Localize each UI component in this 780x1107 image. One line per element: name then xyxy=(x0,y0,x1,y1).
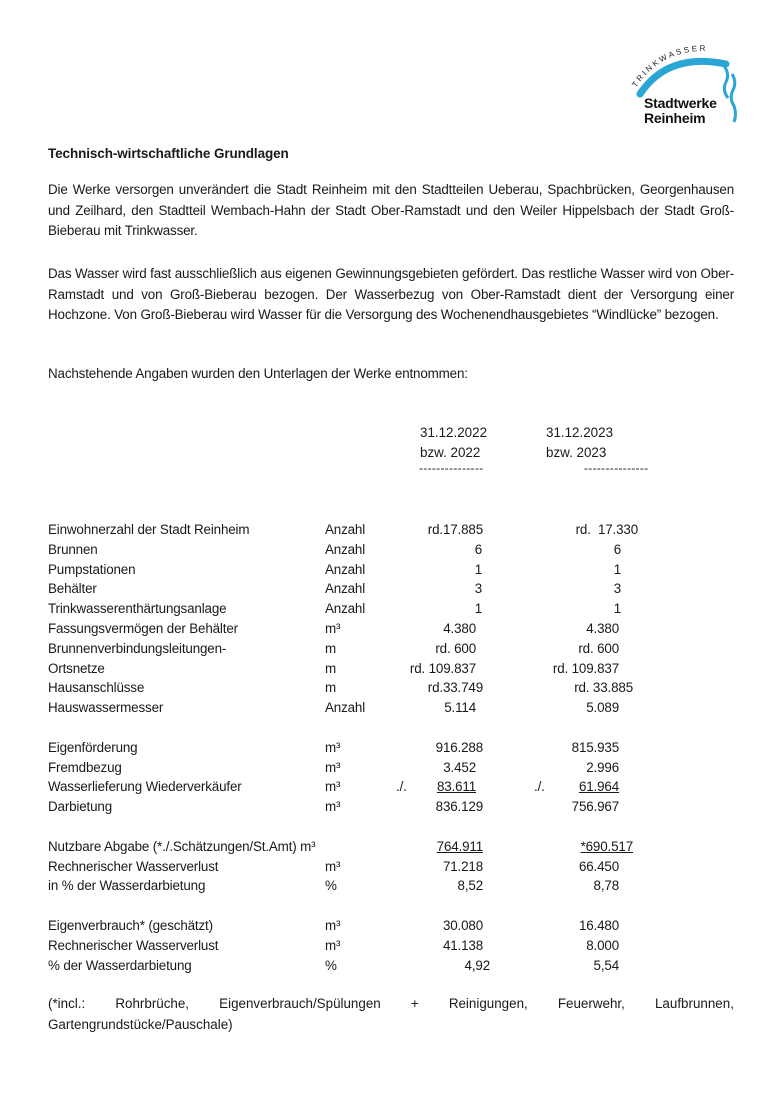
row-unit: m³ xyxy=(325,937,341,953)
row-unit: Anzahl xyxy=(325,561,366,577)
row-label: % der Wasserdarbietung xyxy=(48,957,192,973)
value-2022: 3 xyxy=(474,581,482,597)
value-2023: 5.089 xyxy=(586,700,619,716)
value-2023: rd. 33.885 xyxy=(574,680,633,696)
value-2023: 4.380 xyxy=(586,620,619,636)
value-2022: 916.288 xyxy=(435,739,483,755)
value-2023: 16.480 xyxy=(578,917,619,933)
row-label: Pumpstationen xyxy=(48,561,136,577)
value-2023: 756.967 xyxy=(571,799,619,815)
value-2023: *690.517 xyxy=(580,838,633,854)
row-label: Rechnerischer Wasserverlust xyxy=(48,937,219,953)
table-row xyxy=(48,738,688,758)
value-2022: 83.611 xyxy=(436,779,476,795)
value-2022: 4,92 xyxy=(464,957,490,973)
table-row xyxy=(48,956,688,976)
value-2022: 1 xyxy=(474,601,482,617)
value-2023: rd. 109.837 xyxy=(552,660,619,676)
value-2022: rd. 600 xyxy=(435,640,476,656)
table-row xyxy=(48,876,688,896)
row-label: Darbietung xyxy=(48,799,113,815)
row-unit: Anzahl xyxy=(325,601,366,617)
logo-name-line2: Reinheim xyxy=(644,110,706,126)
row-spacer xyxy=(48,718,688,738)
footnote-word: Laufbrunnen, xyxy=(654,996,734,1011)
value-2023: 8.000 xyxy=(586,937,619,953)
column-header-2023 xyxy=(546,423,613,463)
column-divider-2022: --------------- xyxy=(419,461,484,475)
column-divider-2023: --------------- xyxy=(584,461,649,475)
value-2023: 815.935 xyxy=(571,739,619,755)
column-header-2022-year: bzw. 2022 xyxy=(420,445,481,460)
footnote-word: + xyxy=(410,996,419,1011)
row-label: Hausanschlüsse xyxy=(48,680,145,696)
table-row xyxy=(48,698,688,718)
row-unit: Anzahl xyxy=(325,581,366,597)
paragraph-supply-area: Die Werke versorgen unverändert die Stadt Reinheim mit den Stadtteilen Ueberau, Spachbrücken, Georgenhausen und Zeilhard, den Stadtteil Wembach-Hahn der Stadt Ober-Ramstadt und den Weiler Hippelsbach der Stadt Groß-Bieberau mit Trinkwasser. xyxy=(48,182,734,238)
row-label: Wasserlieferung Wiederverkäufer xyxy=(48,779,242,795)
row-label: Ortsnetze xyxy=(48,660,105,676)
value-2023: 2.996 xyxy=(586,759,619,775)
value-2023: 8,78 xyxy=(593,878,619,894)
value-2022: 30.080 xyxy=(442,917,483,933)
value-2023: 3 xyxy=(613,581,621,597)
row-unit: m³ xyxy=(325,799,341,815)
table-row xyxy=(48,797,688,817)
row-unit: Anzahl xyxy=(325,700,366,716)
row-unit: m³ xyxy=(325,779,341,795)
value-2023: rd. 17.330 xyxy=(575,522,638,537)
column-header-2022 xyxy=(420,423,487,463)
table-row xyxy=(48,678,688,698)
row-label: Hauswassermesser xyxy=(48,700,164,716)
table-row xyxy=(48,560,688,580)
value-2022: rd.17.885 xyxy=(427,522,483,537)
value-2022: 764.911 xyxy=(436,838,483,854)
row-spacer xyxy=(48,817,688,837)
row-unit: m³ xyxy=(325,858,341,874)
table-row xyxy=(48,936,688,956)
stadtwerke-logo xyxy=(628,44,740,126)
column-header-2023-date: 31.12.2023 xyxy=(546,425,614,440)
table-row xyxy=(48,916,688,936)
row-unit: % xyxy=(325,957,337,973)
data-table xyxy=(48,520,688,975)
value-2022: rd.33.749 xyxy=(427,680,483,696)
table-row xyxy=(48,837,688,857)
row-label: in % der Wasserdarbietung xyxy=(48,878,206,894)
row-unit: m xyxy=(325,680,337,696)
logo-arc-text: TRINKWASSER xyxy=(630,44,708,90)
row-label: Behälter xyxy=(48,581,97,597)
value-2023: 66.450 xyxy=(578,858,619,874)
value-2022: 3.452 xyxy=(443,759,476,775)
value-2022: 41.138 xyxy=(442,937,483,953)
row-label: Eigenverbrauch* (geschätzt) xyxy=(48,917,213,933)
value-2023: 1 xyxy=(613,561,621,577)
value-2023: rd. 600 xyxy=(578,640,619,656)
row-unit: m³ xyxy=(325,759,341,775)
value-2022: 836.129 xyxy=(435,799,483,815)
paragraph-water-source: Das Wasser wird fast ausschließlich aus eigenen Gewinnungsgebieten gefördert. Das restliche Wasser wird von Ober-Ramstadt und von Groß-Bieberau bezogen. Der Wasserbezug von Ober-Ramstadt dient der Versorgung einer Hochzone. Von Groß-Bieberau wird Wasser für die Versorgung des Wochenendhausgebietes “Windlücke” bezogen. xyxy=(48,266,734,322)
footnote-line2: Gartengrundstücke/Pauschale) xyxy=(48,1016,233,1032)
value-2023: 5,54 xyxy=(593,957,619,973)
row-label: Fremdbezug xyxy=(48,759,122,775)
row-unit: Anzahl xyxy=(325,522,366,537)
value-2023: 61.964 xyxy=(578,779,619,795)
row-label: Einwohnerzahl der Stadt Reinheim xyxy=(48,522,250,537)
value-2022: 4.380 xyxy=(443,620,476,636)
table-row xyxy=(48,777,688,797)
value-2022: 71.218 xyxy=(442,858,483,874)
table-row xyxy=(48,619,688,639)
row-unit: % xyxy=(325,878,337,894)
row-label: Trinkwasserenthärtungsanlage xyxy=(48,601,227,617)
row-unit: m xyxy=(325,660,337,676)
row-spacer xyxy=(48,896,688,916)
page-title: Technisch-wirtschaftliche Grundlagen xyxy=(48,146,289,161)
footnote xyxy=(48,994,734,1035)
value-2023: 1 xyxy=(613,601,621,617)
footnote-line1 xyxy=(48,994,734,1015)
value-2023: 6 xyxy=(613,541,621,557)
row-label: Nutzbare Abgabe (*./.Schätzungen/St.Amt) m³ xyxy=(48,838,316,854)
paragraph-data-source: Nachstehende Angaben wurden den Unterlagen der Werke entnommen: xyxy=(48,366,468,381)
value-2022: 1 xyxy=(474,561,482,577)
table-row xyxy=(48,659,688,679)
row-unit: m xyxy=(325,640,337,656)
table-row xyxy=(48,639,688,659)
table-row xyxy=(48,758,688,778)
footnote-word: (*incl.: xyxy=(48,996,86,1011)
logo-name-line1: Stadtwerke xyxy=(644,95,717,111)
table-row xyxy=(48,579,688,599)
row-unit: m³ xyxy=(325,739,341,755)
row-label: Rechnerischer Wasserverlust xyxy=(48,858,219,874)
row-unit: m³ xyxy=(325,620,341,636)
value-2022: 8,52 xyxy=(457,878,483,894)
column-header-2022-date: 31.12.2022 xyxy=(420,425,488,440)
footnote-word: Rohrbrüche, xyxy=(115,996,190,1011)
row-label: Fassungsvermögen der Behälter xyxy=(48,620,238,636)
row-unit: m³ xyxy=(325,917,341,933)
row-label: Brunnenverbindungsleitungen- xyxy=(48,640,227,656)
table-row xyxy=(48,540,688,560)
table-row xyxy=(48,520,688,540)
column-header-2023-year: bzw. 2023 xyxy=(546,445,607,460)
row-unit: Anzahl xyxy=(325,541,366,557)
footnote-word: Eigenverbrauch/Spülungen xyxy=(219,996,381,1011)
footnote-word: Feuerwehr, xyxy=(557,996,625,1011)
row-label: Brunnen xyxy=(48,541,98,557)
value-2022: rd. 109.837 xyxy=(409,660,476,676)
table-row xyxy=(48,599,688,619)
table-row xyxy=(48,857,688,877)
value-2022: 6 xyxy=(474,541,482,557)
row-label: Eigenförderung xyxy=(48,739,138,755)
value-2022: 5.114 xyxy=(444,700,476,716)
minus-prefix-2022: ./. xyxy=(396,779,407,795)
minus-prefix-2023: ./. xyxy=(534,779,545,795)
footnote-word: Reinigungen, xyxy=(448,996,528,1011)
